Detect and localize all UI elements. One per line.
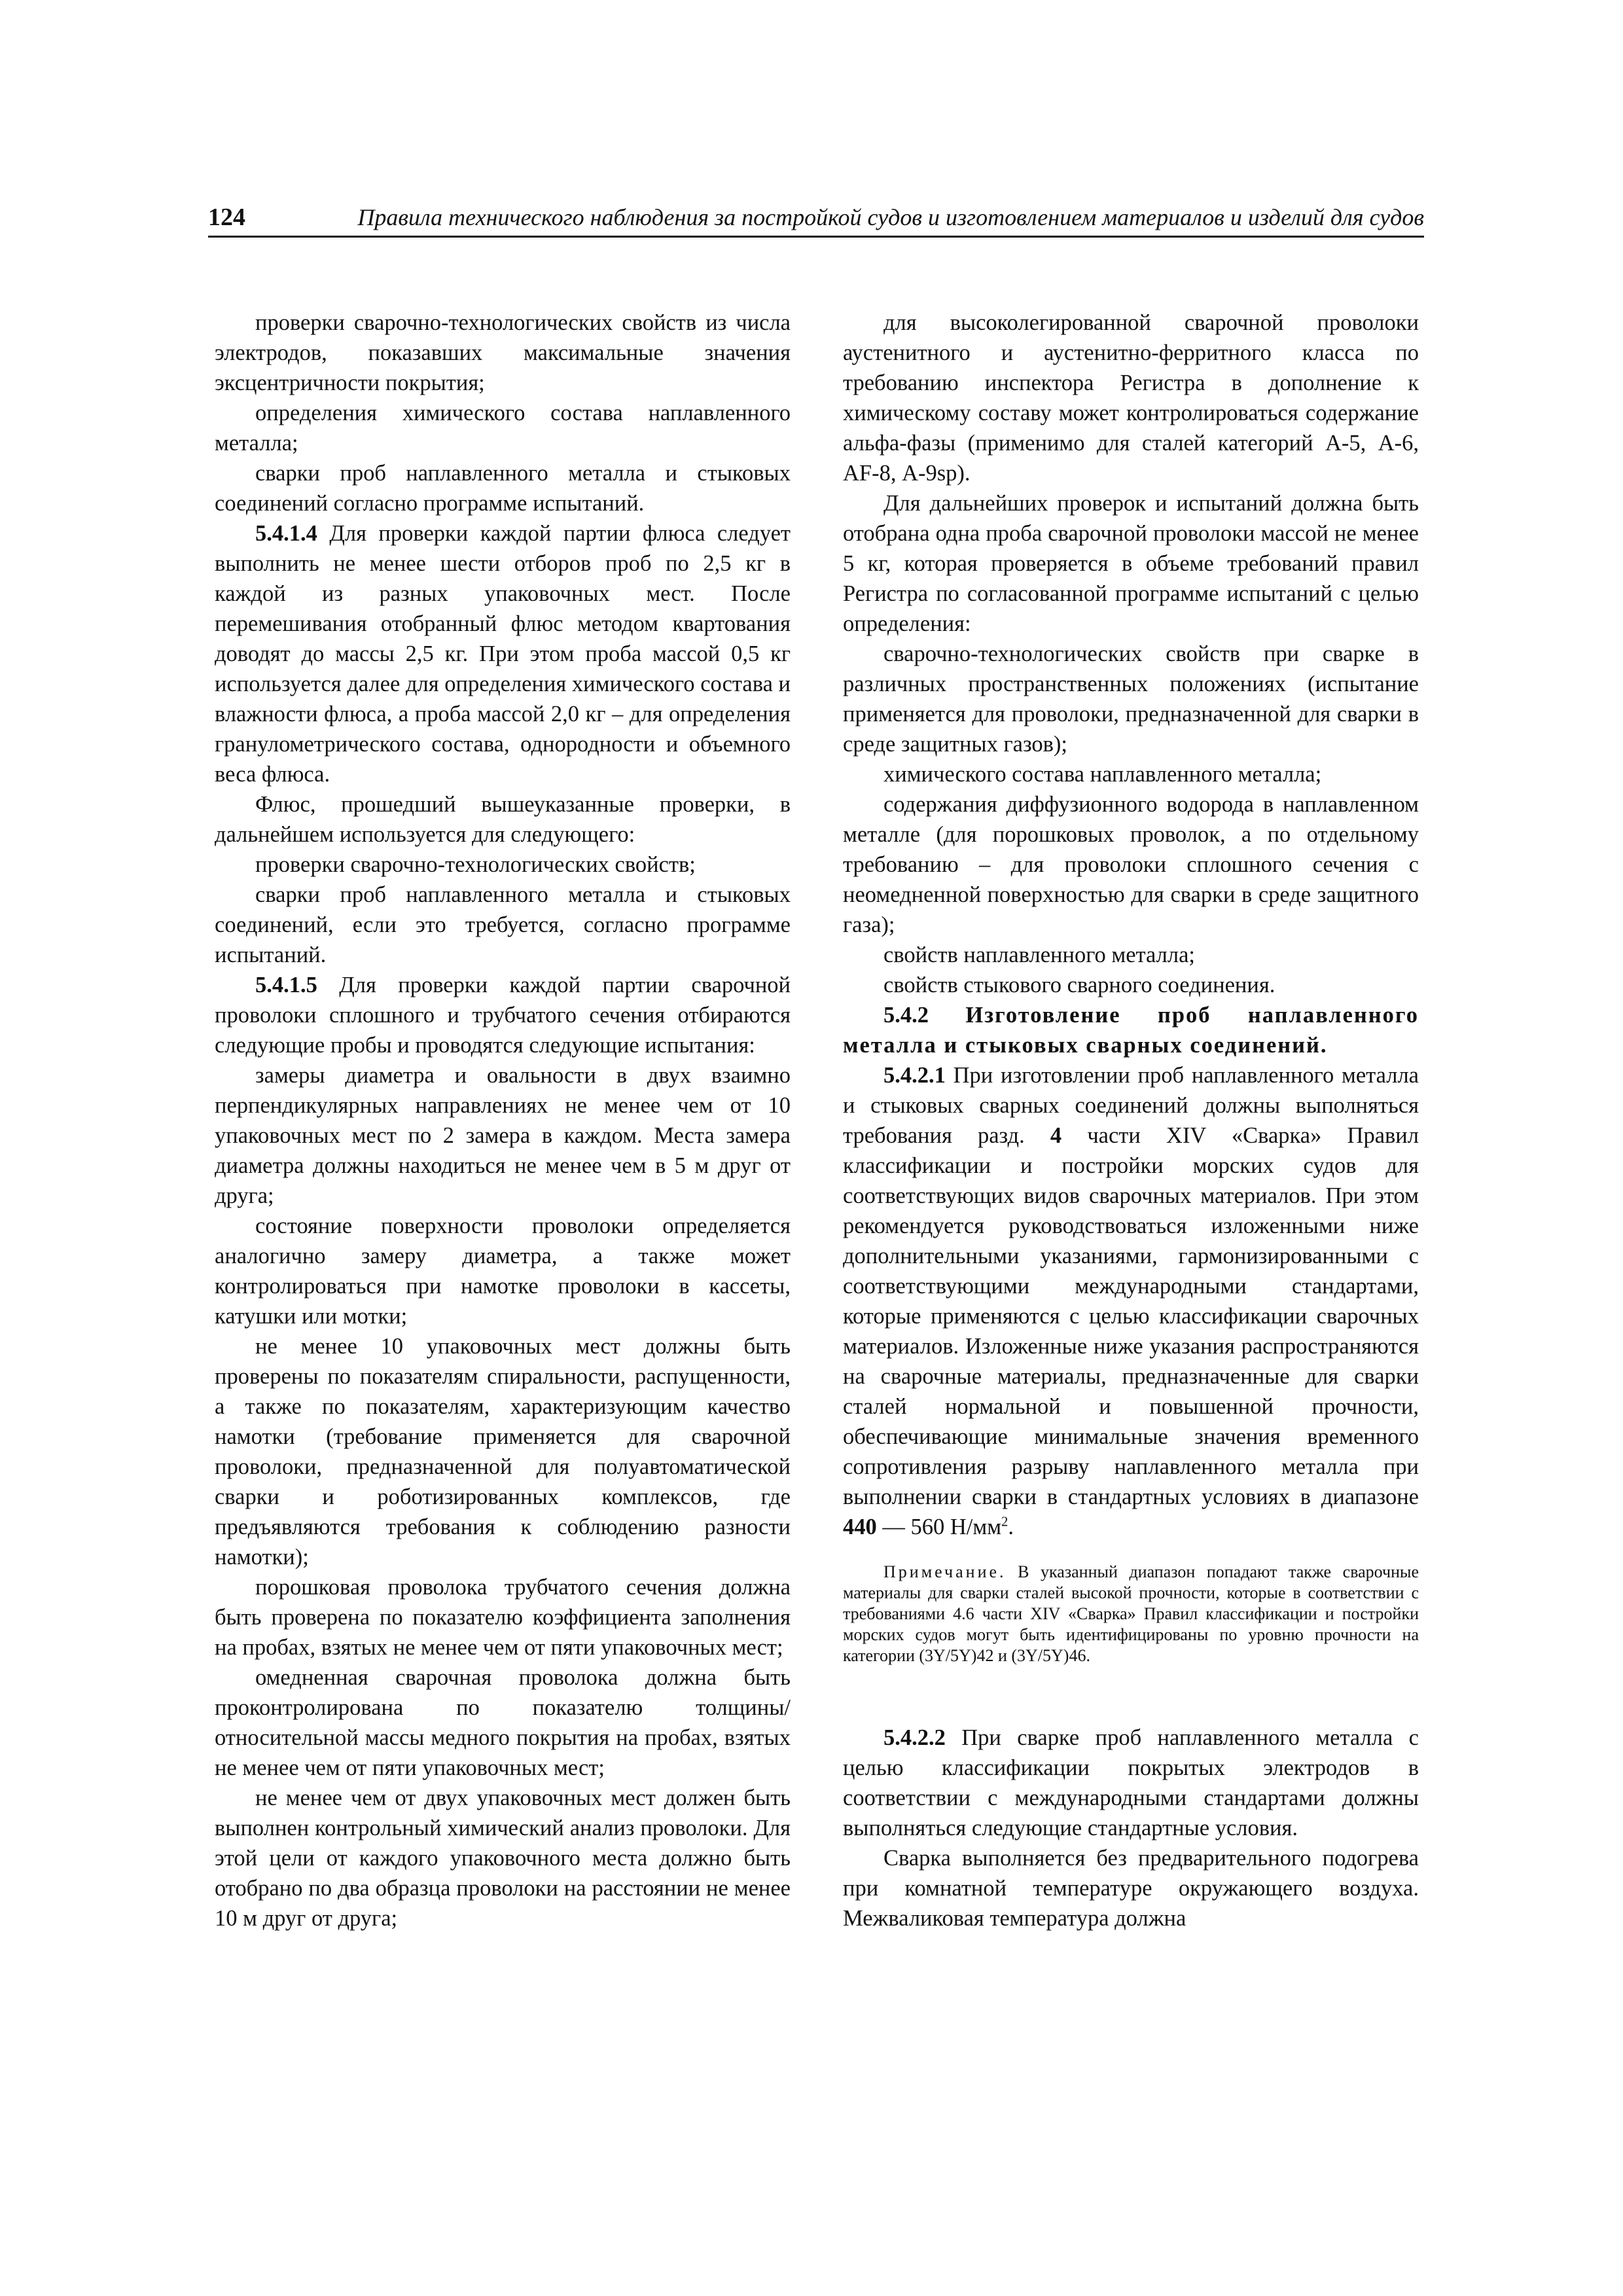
note: [843, 1562, 1419, 1666]
page-number: 124: [208, 204, 245, 231]
paragraph: свойств стыкового сварного соединения.: [883, 973, 1275, 997]
paragraph: [843, 1723, 1419, 1843]
paragraph-text: При сварке проб наплавленного металла с целью классификации покрытых электродов в соответствии с международными стандартами должны выполняться следующие стандартные условия.: [843, 1725, 1419, 1840]
paragraph: для высоколегированной сварочной проволоки аустенитного и аустенитно-ферритного класса по требованию инспектора Регистра в дополнение к химическому составу может контролироваться содержание альфа-фазы (применимо для сталей категорий А-5, А-6, АF-8, А-9sp).: [843, 310, 1419, 486]
clause-number: 5.4.2.1: [883, 1063, 946, 1088]
unit-exponent: 2: [1001, 1515, 1008, 1530]
paragraph: Для дальнейших проверок и испытаний должна быть отобрана одна проба сварочной проволоки массой не менее 5 кг, которая проверяется в объеме требований правил Регистра по согласованной программе испытаний с целью определения:: [843, 491, 1419, 636]
spacer: [843, 1666, 1419, 1723]
paragraph: определения химического состава наплавленного металла;: [215, 401, 791, 456]
paragraph: сварочно-технологических свойств при сварке в различных пространственных положениях (испытание применяется для проволоки, предназначенной для сварки в среде защитных газов);: [843, 641, 1419, 757]
note-label: Примечание.: [883, 1562, 1007, 1581]
paragraph: свойств наплавленного металла;: [883, 942, 1195, 967]
paragraph-text: части XIV «Сварка» Правил классификации и постройки морских судов для соответствующих видов сварочных материалов. При этом рекомендуется руководствоваться изложенными ниже дополнительными указаниями, гармонизированными с соответствующими международными стандартами, которые применяются с целью классификации сварочных материалов. Изложенные ниже указания распространяются на сварочные материалы, предназначенные для сварки сталей нормальной и повышенной прочности, обеспечивающие минимальные значения временного сопротивления разрыву наплавленного металла при выполнении сварки в стандартных условиях в диапазоне: [843, 1123, 1419, 1509]
page-header: [208, 202, 1424, 238]
paragraph: омедненная сварочная проволока должна быть проконтролирована по показателю толщины/относительной массы медного покрытия на пробах, взятых не менее чем от пяти упаковочных мест;: [215, 1665, 791, 1780]
range-low-value: 440: [843, 1515, 877, 1539]
section-heading-text: Изготовление проб наплавленного металла и стыковых сварных соединений.: [843, 1003, 1419, 1058]
paragraph: проверки сварочно-технологических свойств из числа электродов, показавших максимальные значения эксцентричности покрытия;: [215, 310, 791, 395]
clause-number: 5.4.2: [883, 1003, 929, 1028]
paragraph: проверки сварочно-технологических свойств;: [255, 852, 696, 877]
section-reference: 4: [1050, 1123, 1062, 1148]
range-high-value: — 560 Н/мм: [876, 1515, 1002, 1539]
paragraph: [215, 970, 791, 1060]
paragraph: порошковая проволока трубчатого сечения должна быть проверена по показателю коэффициента заполнения на пробах, взятых не менее чем от пяти упаковочных мест;: [215, 1575, 791, 1660]
paragraph: Сварка выполняется без предварительного подогрева при комнатной температуре окружающего воздуха. Межваликовая температура должна: [843, 1846, 1419, 1931]
note-text: В указанный диапазон попадают также сварочные материалы для сварки сталей высокой прочности, которые в соответствии с требованиями 4.6 части XIV «Сварка» Правил классификации и постройки морских судов могут быть идентифицированы по уровню прочности на категории (3Y/5Y)42 и (3Y/5Y)46.: [843, 1562, 1419, 1665]
paragraph: состояние поверхности проволоки определяется аналогично замеру диаметра, а также может контролироваться при намотке проволоки в кассеты, катушки или мотки;: [215, 1213, 791, 1329]
paragraph: содержания диффузионного водорода в наплавленном металле (для порошковых проволок, а по отдельному требованию – для проволоки сплошного сечения с неомедненной поверхностью для сварки в среде защитного газа);: [843, 792, 1419, 937]
running-title: Правила технического наблюдения за постройкой судов и изготовлением материалов и изделий для судов: [357, 204, 1424, 230]
paragraph: замеры диаметра и овальности в двух взаимно перпендикулярных направлениях не менее чем от 10 упаковочных мест по 2 замера в каждом. Места замера диаметра должны находиться не менее чем в 5 м друг от друга;: [215, 1063, 791, 1208]
paragraph: сварки проб наплавленного металла и стыковых соединений согласно программе испытаний.: [215, 461, 791, 516]
clause-number: 5.4.1.5: [255, 973, 317, 997]
clause-number: 5.4.2.2: [883, 1725, 946, 1750]
paragraph: сварки проб наплавленного металла и стыковых соединений, если это требуется, согласно программе испытаний.: [215, 882, 791, 967]
paragraph-end: .: [1008, 1515, 1014, 1539]
paragraph: [215, 518, 791, 789]
clause-number: 5.4.1.4: [255, 521, 317, 546]
paragraph: химического состава наплавленного металла;: [883, 762, 1322, 787]
paragraph: не менее 10 упаковочных мест должны быть проверены по показателям спиральности, распущенности, а также по показателям, характеризующим качество намотки (требование применяется для сварочной проволоки, предназначенной для полуавтоматической сварки и роботизированных комплексов, где предъявляются требования к соблюдению разности намотки);: [215, 1334, 791, 1570]
paragraph-text: Для проверки каждой партии флюса следует выполнить не менее шести отборов проб по 2,5 кг в каждой из разных упаковочных мест. После перемешивания отобранный флюс методом квартования доводят до массы 2,5 кг. При этом проба массой 0,5 кг используется далее для определения химического состава и влажности флюса, а проба массой 2,0 кг – для определения гранулометрического состава, однородности и объемного веса флюса.: [215, 521, 791, 787]
paragraph: не менее чем от двух упаковочных мест должен быть выполнен контрольный химический анализ проволоки. Для этой цели от каждого упаковочного места должно быть отобрано по два образца проволоки на расстоянии не менее 10 м друг от друга;: [215, 1785, 791, 1931]
section-heading: [843, 1000, 1419, 1060]
paragraph: Флюс, прошедший вышеуказанные проверки, в дальнейшем используется для следующего:: [215, 792, 791, 847]
right-column: [843, 308, 1419, 1933]
left-column: [215, 308, 791, 1933]
paragraph: [843, 1060, 1419, 1542]
paragraph-text: Для проверки каждой партии сварочной проволоки сплошного и трубчатого сечения отбираются следующие пробы и проводятся следующие испытания:: [215, 973, 791, 1058]
paragraph-text: При изготовлении проб наплавленного металла и стыковых сварных соединений должны выполняться требования разд.: [843, 1063, 1419, 1148]
